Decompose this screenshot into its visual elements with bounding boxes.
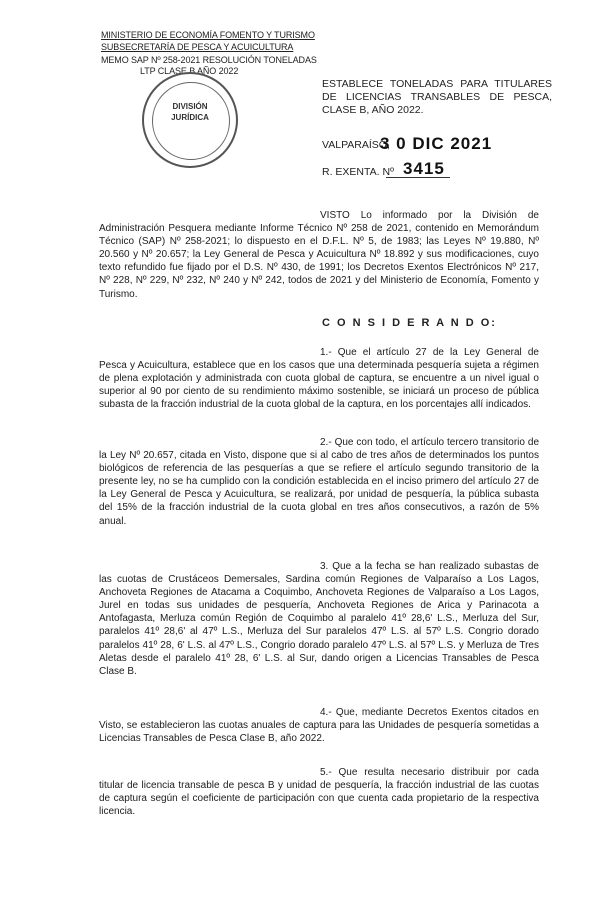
date-stamp: 3 0 DIC 2021: [380, 134, 493, 153]
considerando-paragraph-1: 1.- Que el artículo 27 de la Ley General de Pesca y Acuicultura, establece que en los casos que una determinada pesquería sujeta a régimen de plena explotación y administrada con cuota global de captura, se encuentre a un nivel igual o superior al 90 por ciento de su rendimiento máximo sostenible, se iniciará un proceso de pública subasta de la fracción industrial de la cuota global de la captura, en los porcentajes allí indicados.: [99, 347, 539, 411]
considerando-paragraph-5: 5.- Que resulta necesario distribuir por cada titular de licencia transable de pesca B y unidad de pesquería, la fracción industrial de las cuotas de captura según el coeficiente de participación con que cuenta cada propietario de la respectiva licencia.: [99, 767, 539, 818]
considerando-paragraph-3: 3. Que a la fecha se han realizado subastas de las cuotas de Crustáceos Demersales, Sardina común Regiones de Valparaíso a Los Lagos, Anchoveta Regiones de Atacama a Coquimbo, Anchoveta Regiones de Valparaíso a Los Lagos, Jurel en todas sus unidades de pesquería, Anchoveta Regiones de Arica y Parinacota a Antofagasta, Merluza común Región de Coquimbo al paralelo 41º 28,6' L.S., Merluza del Sur, paralelos 41º 28,6' al 47º L.S., Merluza del Sur paralelos 47º L.S. al 57º L.S. Congrio dorado paralelos 41º 28, 6' L.S. al 47º L.S., Congrio dorado paralelo 47º L.S. al 57º L.S. y Merluza de Tres Aletas desde el paralelo 41º 28, 6' L.S. al Sur, dando origen a Licencias Transables de Pesca Clase B.: [99, 561, 539, 677]
memo-reference: MEMO SAP Nº 258-2021 RESOLUCIÓN TONELADAS: [101, 55, 317, 65]
place-label: VALPARAÍSO,: [322, 139, 390, 151]
considerando-paragraph-2: 2.- Que con todo, el artículo tercero transitorio de la Ley Nº 20.657, citada en Visto, dispone que si al cabo de tres años de determinados los puntos biológicos de referencia de las pesquerías a que se refiere el artículo segundo transitorio de la presente ley, no se ha cumplido con la condición establecida en el inciso primero del artículo 27 de la Ley General de Pesca y Acuicultura, se realizará, por unidad de pesquería, la pública subasta del 15% de la fracción industrial de la cuota global en tres años consecutivos, a razón de 5% anual.: [99, 437, 539, 527]
resolution-label: R. EXENTA. Nº: [322, 166, 394, 178]
ministry-name: MINISTERIO DE ECONOMÍA FOMENTO Y TURISMO: [101, 30, 315, 40]
visto-paragraph: VISTO Lo informado por la División de Administración Pesquera mediante Informe Técnico Nº 258 de 2021, contenido en Memorándum Técnico (SAP) Nº 258-2021; lo dispuesto en el D.F.L. Nº 5, de 1983; las Leyes Nº 19.880, Nº 20.560 y Nº 20.657; la Ley General de Pesca y Acuicultura Nº 18.892 y sus modificaciones, cuyo texto refundido fue fijado por el D.S. Nº 430, de 1991; los Decretos Exentos Electrónicos Nº 217, Nº 228, Nº 229, Nº 232, Nº 240 y Nº 242, todos de 2021 y del Ministerio de Economía, Fomento y Turismo.: [99, 210, 539, 300]
considerando-paragraph-4: 4.- Que, mediante Decretos Exentos citados en Visto, se establecieron las cuotas anuales de captura para las Unidades de pesquería sometidas a Licencias Transables de Pesca Clase B, año 2022.: [99, 707, 539, 745]
subsecretaria-name: SUBSECRETARÍA DE PESCA Y ACUICULTURA: [101, 42, 294, 52]
memo-reference-cont: LTP CLASE B AÑO 2022: [140, 66, 239, 76]
stamp-line-2: JURÍDICA: [171, 113, 209, 122]
stamp-line-1: DIVISIÓN: [172, 102, 208, 111]
division-juridica-stamp: [142, 72, 238, 168]
resolution-number: 3415: [403, 159, 445, 178]
document-title: ESTABLECE TONELADAS PARA TITULARES DE LICENCIAS TRANSABLES DE PESCA, CLASE B, AÑO 2022.: [322, 78, 552, 116]
considerando-heading: C O N S I D E R A N D O:: [322, 317, 497, 329]
